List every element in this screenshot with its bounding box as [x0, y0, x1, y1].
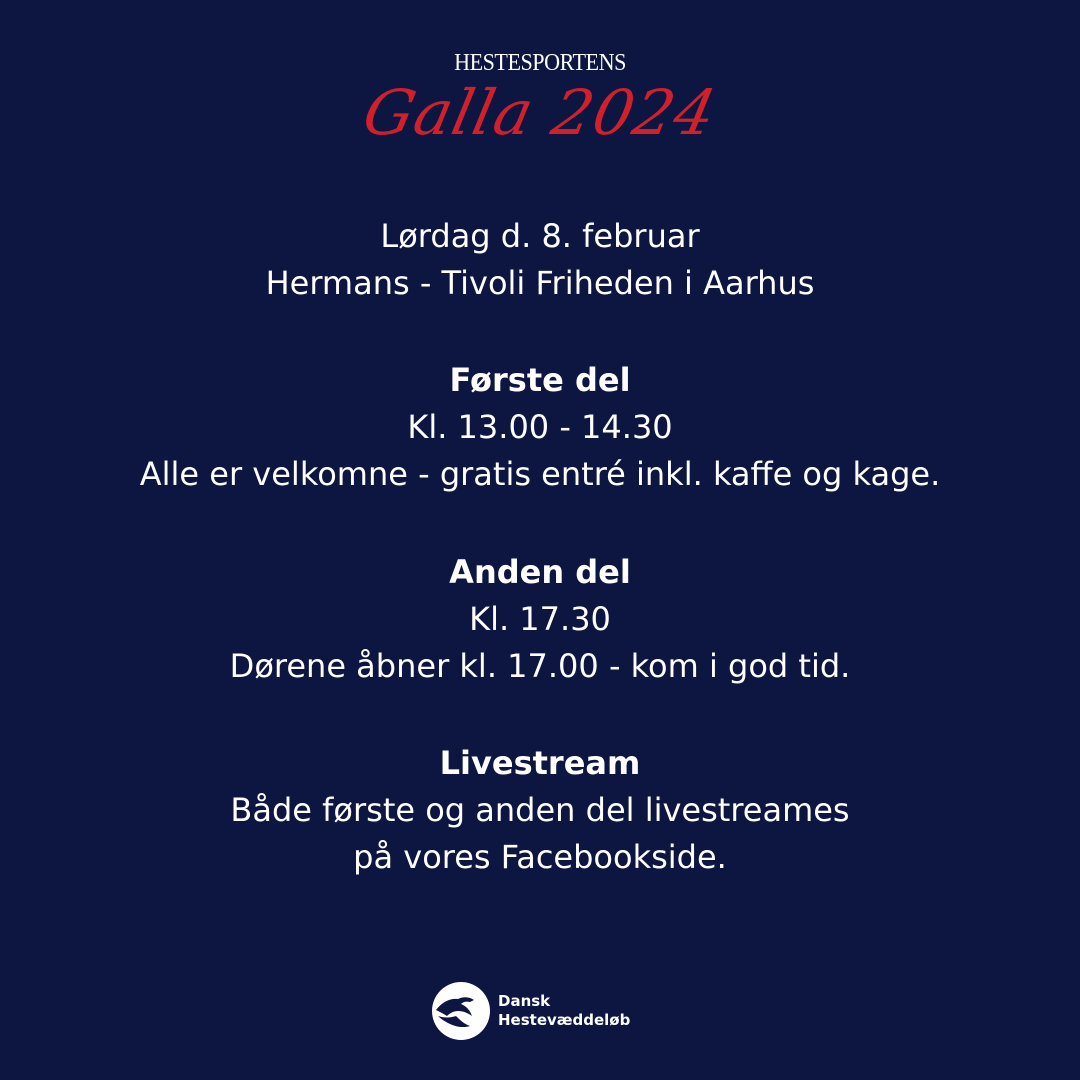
logo-script-title: Galla 2024: [357, 76, 724, 149]
event-date: Lørdag d. 8. februar: [380, 217, 700, 255]
event-venue: Hermans - Tivoli Friheden i Aarhus: [265, 264, 815, 302]
logo-small-title: HESTESPORTENS: [454, 50, 626, 76]
horse-head-icon: [430, 980, 492, 1042]
brand-line-1: Dansk: [498, 992, 551, 1010]
livestream-heading: Livestream: [439, 744, 641, 782]
part-one-heading: Første del: [449, 361, 631, 399]
part-one: [0, 357, 1080, 498]
event-intro: [0, 213, 1080, 307]
brand-name: [498, 992, 630, 1030]
brand-line-2: Hestevæddeløb: [498, 1011, 631, 1029]
livestream: [0, 740, 1080, 881]
part-two-text: Dørene åbner kl. 17.00 - kom i god tid.: [229, 647, 851, 685]
part-two-time: Kl. 17.30: [469, 600, 611, 638]
part-two: [0, 549, 1080, 690]
livestream-line-1: Både første og anden del livestreames: [230, 791, 850, 829]
dansk-hestevaeddelob-logo: [430, 980, 660, 1044]
galla-logo: [0, 46, 1080, 176]
livestream-line-2: på vores Facebookside.: [353, 838, 727, 876]
part-two-heading: Anden del: [449, 553, 631, 591]
part-one-text: Alle er velkomne - gratis entré inkl. kaffe og kage.: [139, 455, 941, 493]
part-one-time: Kl. 13.00 - 14.30: [407, 408, 673, 446]
